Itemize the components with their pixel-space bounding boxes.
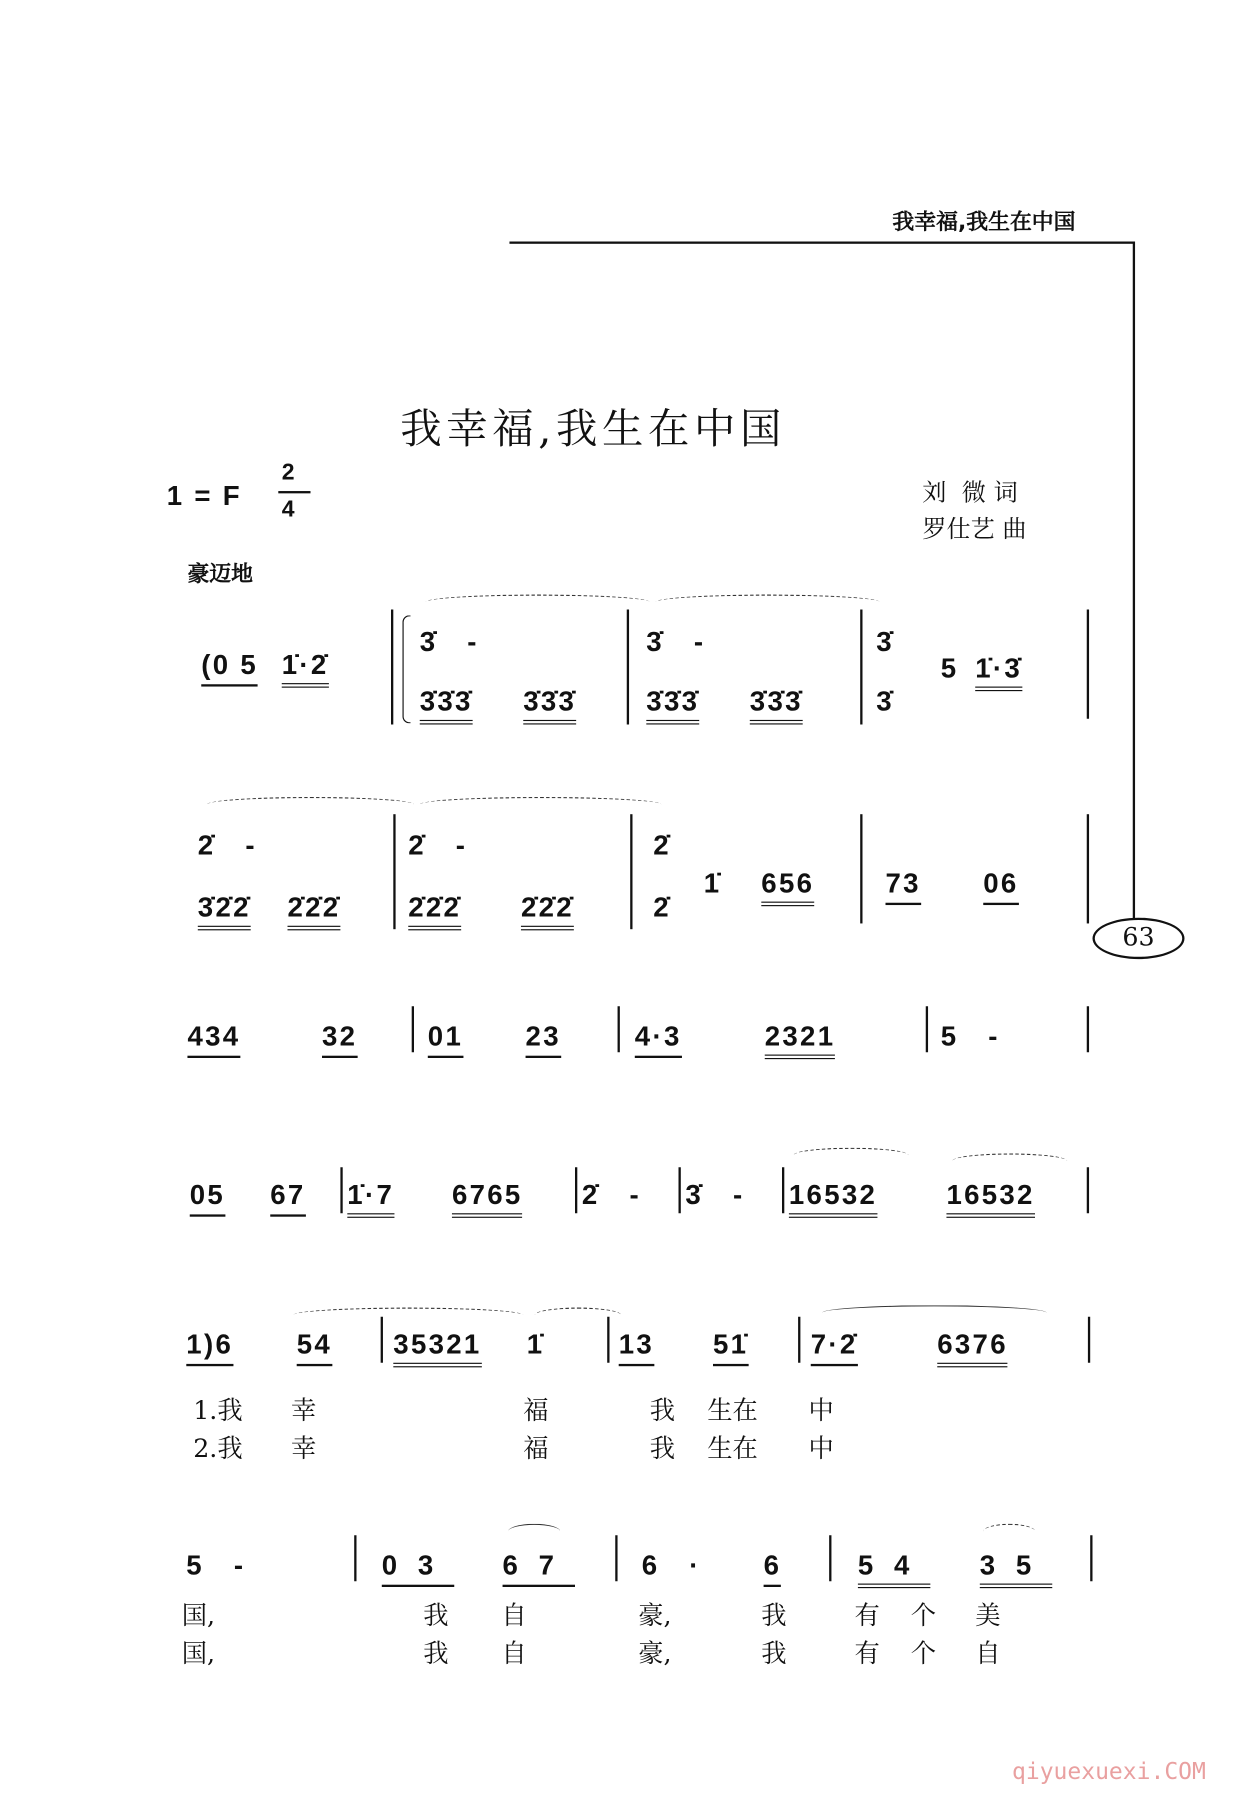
- barline: [926, 1006, 928, 1052]
- barline: [618, 1006, 620, 1052]
- lyric: 1.我: [193, 1397, 243, 1426]
- slur: [508, 1524, 560, 1539]
- barline: [412, 1006, 414, 1052]
- note-group: 2̇ -: [197, 830, 257, 862]
- margin-rule: [1133, 242, 1135, 921]
- note-group: 1̇: [703, 868, 722, 900]
- lyric: 生在: [707, 1397, 758, 1426]
- note-group: 6 ·: [641, 1550, 701, 1582]
- slur: [822, 1305, 1046, 1320]
- note-group: 6: [764, 1550, 782, 1587]
- note-group: 05: [190, 1180, 225, 1217]
- key-signature: 1 = F: [166, 480, 242, 512]
- barline: [1087, 1006, 1089, 1052]
- note-group: 23: [526, 1021, 561, 1058]
- barline: [340, 1167, 342, 1213]
- triplet-slur: [952, 1153, 1067, 1168]
- note-group: 3̇: [876, 686, 894, 718]
- barline: [627, 610, 629, 725]
- note-group: 6376: [937, 1329, 1008, 1367]
- tie: [656, 595, 880, 610]
- barline: [782, 1167, 784, 1213]
- watermark: qiyuexuexi.COM: [1012, 1757, 1206, 1785]
- note-group: 2̇: [653, 892, 671, 924]
- lyric: 幸: [290, 1397, 317, 1426]
- note-group: 67: [270, 1180, 305, 1217]
- time-signature-line: [278, 491, 310, 493]
- lyric: 福: [523, 1397, 549, 1426]
- note-group: 3̇ -: [646, 626, 706, 658]
- running-title: 我幸福,我生在中国: [892, 209, 1076, 235]
- note-group: 3̇2̇2̇: [198, 892, 251, 930]
- note-group: 4·3: [635, 1021, 682, 1058]
- tie: [426, 595, 650, 610]
- lyric: 幸: [290, 1435, 317, 1464]
- note-group: 73: [886, 868, 921, 905]
- note-group: 5: [940, 653, 959, 685]
- note-group: 54: [297, 1329, 332, 1366]
- barline: [829, 1535, 831, 1581]
- note-group: 3̇: [876, 626, 894, 658]
- lyric: 我: [761, 1639, 787, 1669]
- time-signature-bottom: 4: [281, 496, 297, 523]
- lyric: 我: [423, 1601, 449, 1631]
- note-group: 2321: [765, 1021, 836, 1059]
- tie: [207, 797, 414, 812]
- note-group: 1̇·3̇: [975, 653, 1022, 691]
- barline: [1087, 814, 1089, 923]
- lyric: 豪,: [638, 1601, 672, 1631]
- lyric: 我: [649, 1435, 676, 1464]
- lyric: 自: [501, 1601, 527, 1631]
- chord-brace: [403, 615, 411, 723]
- header-rule: [509, 242, 1133, 244]
- note-group: 2̇2̇2̇: [521, 892, 574, 930]
- lyric: 国,: [181, 1601, 216, 1631]
- note-group: 1̇: [526, 1329, 545, 1361]
- note-group: 3̇3̇3̇: [750, 687, 803, 725]
- note-group: 03: [382, 1550, 454, 1587]
- song-title: 我幸福,我生在中国: [400, 405, 786, 454]
- barline: [354, 1535, 356, 1581]
- note-group: 13: [619, 1329, 654, 1366]
- lyric: 我: [649, 1397, 676, 1426]
- note-group: 656: [761, 868, 814, 906]
- lyric: 自: [975, 1639, 1001, 1669]
- note-group: 51̇: [713, 1329, 748, 1366]
- lyric: 国,: [181, 1639, 216, 1669]
- note-group: 434: [187, 1021, 240, 1058]
- time-signature-top: 2: [281, 460, 297, 486]
- slur: [293, 1308, 523, 1323]
- composer: 罗仕艺 曲: [922, 515, 1027, 543]
- note-group: 2̇: [653, 830, 671, 862]
- tie: [420, 797, 662, 812]
- lyric: 自: [501, 1639, 527, 1669]
- lyric: 美: [975, 1601, 1001, 1631]
- note-group: 1̇·2̇: [282, 650, 329, 688]
- note-group: 3̇ -: [685, 1179, 745, 1211]
- lyric: 豪,: [638, 1639, 672, 1669]
- barline: [1087, 1167, 1089, 1213]
- page-number: 63: [1093, 918, 1185, 959]
- barline: [393, 814, 395, 929]
- barline: [575, 1167, 577, 1213]
- note-group: 06: [983, 868, 1018, 905]
- barline: [615, 1535, 617, 1581]
- barline: [798, 1317, 800, 1363]
- note-group: 35321: [393, 1329, 481, 1367]
- lyricist: 刘 微 词: [922, 478, 1018, 506]
- note-group: 32: [322, 1021, 357, 1058]
- note-group: 1̇·7: [347, 1180, 394, 1218]
- note-group: 3̇3̇3̇: [420, 687, 473, 725]
- barline: [1090, 1535, 1092, 1581]
- barline: [391, 610, 393, 725]
- note-group: 1)6: [186, 1329, 233, 1366]
- barline: [1087, 610, 1089, 719]
- note-group: 6765: [452, 1180, 523, 1218]
- lyric: 中: [808, 1397, 834, 1426]
- note-group: 67: [503, 1550, 575, 1587]
- note-group: 2̇2̇2̇: [288, 892, 341, 930]
- lyric: 我: [761, 1601, 787, 1631]
- lyric: 2.我: [193, 1435, 243, 1464]
- note-group: 3̇ -: [419, 626, 479, 658]
- slur: [983, 1524, 1035, 1539]
- lyric: 生在: [707, 1435, 758, 1464]
- barline: [607, 1317, 609, 1363]
- barline: [860, 814, 862, 923]
- note-group: 5 -: [940, 1021, 1000, 1053]
- barline: [860, 610, 862, 725]
- barline: [381, 1317, 383, 1363]
- lyric: 福: [523, 1435, 549, 1464]
- triplet-slur: [794, 1148, 909, 1163]
- note-group: 16532: [946, 1180, 1034, 1218]
- barline: [1088, 1317, 1090, 1363]
- lyric: 有 个: [854, 1639, 948, 1669]
- note-group: 35: [980, 1550, 1052, 1588]
- note-group: 2̇ -: [581, 1179, 641, 1211]
- lyric: 中: [808, 1435, 834, 1464]
- note-group: 3̇3̇3̇: [646, 687, 699, 725]
- note-group: (0 5: [201, 650, 258, 687]
- note-group: 54: [858, 1550, 930, 1588]
- note-group: 7·2̇: [811, 1329, 858, 1366]
- note-group: 5 -: [186, 1550, 246, 1582]
- note-group: 3̇3̇3̇: [523, 687, 576, 725]
- note-group: 2̇ -: [408, 830, 468, 862]
- tempo-marking: 豪迈地: [187, 561, 254, 587]
- barline: [630, 814, 632, 929]
- note-group: 2̇2̇2̇: [408, 892, 461, 930]
- note-group: 01: [428, 1021, 463, 1058]
- lyric: 有 个: [854, 1601, 948, 1631]
- barline: [679, 1167, 681, 1213]
- note-group: 16532: [789, 1180, 877, 1218]
- lyric: 我: [423, 1639, 449, 1669]
